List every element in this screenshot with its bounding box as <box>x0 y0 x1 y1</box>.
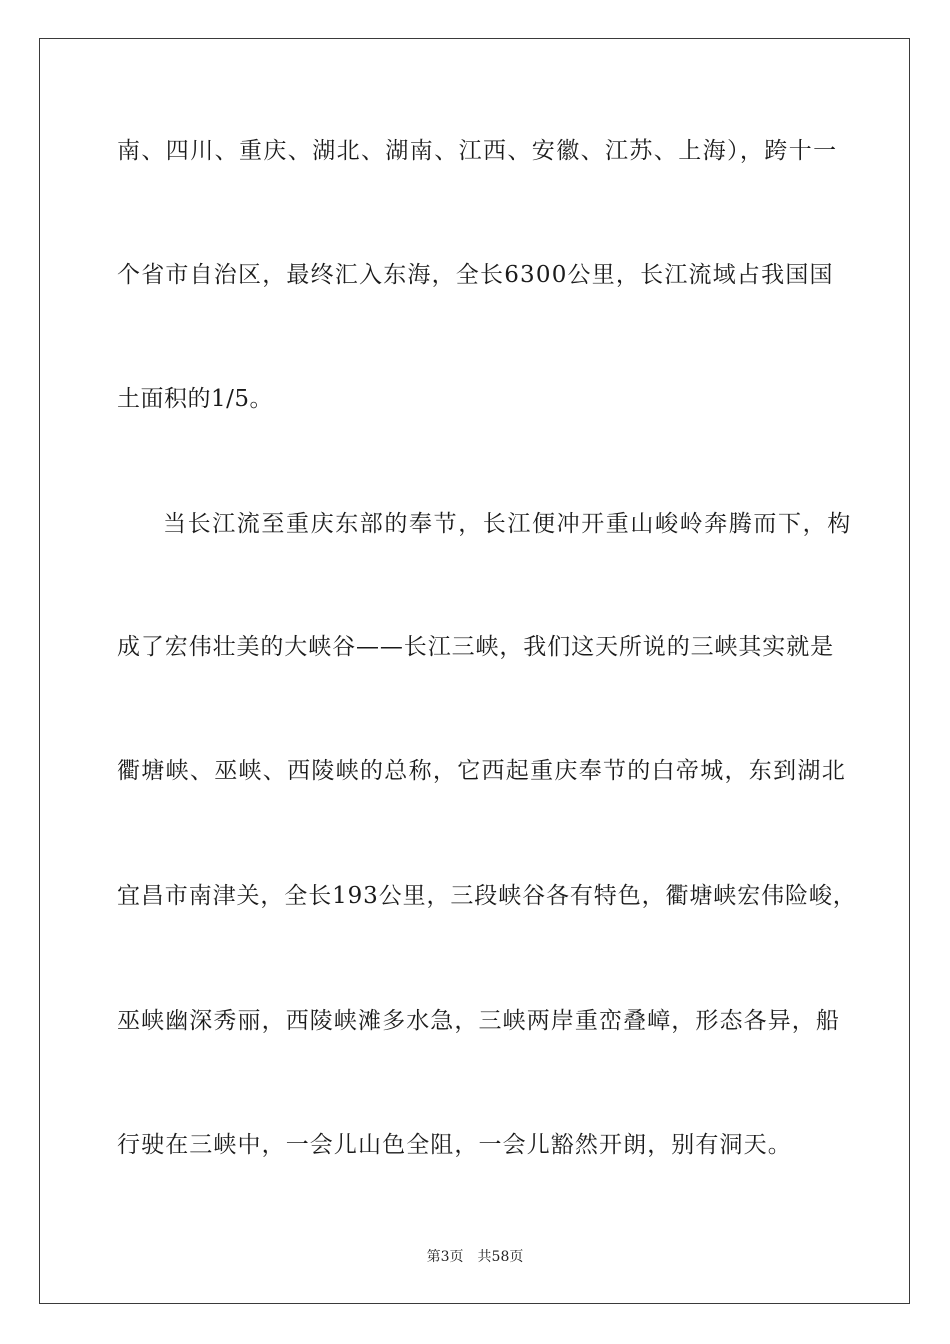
body-text-line: 成了宏伟壮美的大峡谷——长江三峡，我们这天所说的三峡其实就是 <box>117 634 834 660</box>
body-text-line: 南、四川、重庆、湖北、湖南、江西、安徽、江苏、上海），跨十一 <box>117 138 838 164</box>
body-text-line: 宜昌市南津关，全长193公里，三段峡谷各有特色，衢塘峡宏伟险峻， <box>117 883 857 909</box>
body-text-line: 行驶在三峡中，一会儿山色全阻，一会儿豁然开朗，别有洞天。 <box>117 1132 792 1158</box>
total-pages: 共58页 <box>477 1249 524 1265</box>
body-text-line: 衢塘峡、巫峡、西陵峡的总称，它西起重庆奉节的白帝城，东到湖北 <box>117 758 846 784</box>
body-text-line: 个省市自治区，最终汇入东海，全长6300公里，长江流域占我国国 <box>117 262 834 288</box>
page-number: 第3页 <box>426 1249 464 1265</box>
page-footer <box>0 1248 950 1266</box>
body-text-line: 巫峡幽深秀丽，西陵峡滩多水急，三峡两岸重峦叠嶂，形态各异，船 <box>117 1008 840 1034</box>
paragraph-first-line: 当长江流至重庆东部的奉节，长江便冲开重山峻岭奔腾而下，构 <box>163 511 852 537</box>
page-border <box>39 38 910 1304</box>
body-text-line: 土面积的1/5。 <box>117 386 274 412</box>
